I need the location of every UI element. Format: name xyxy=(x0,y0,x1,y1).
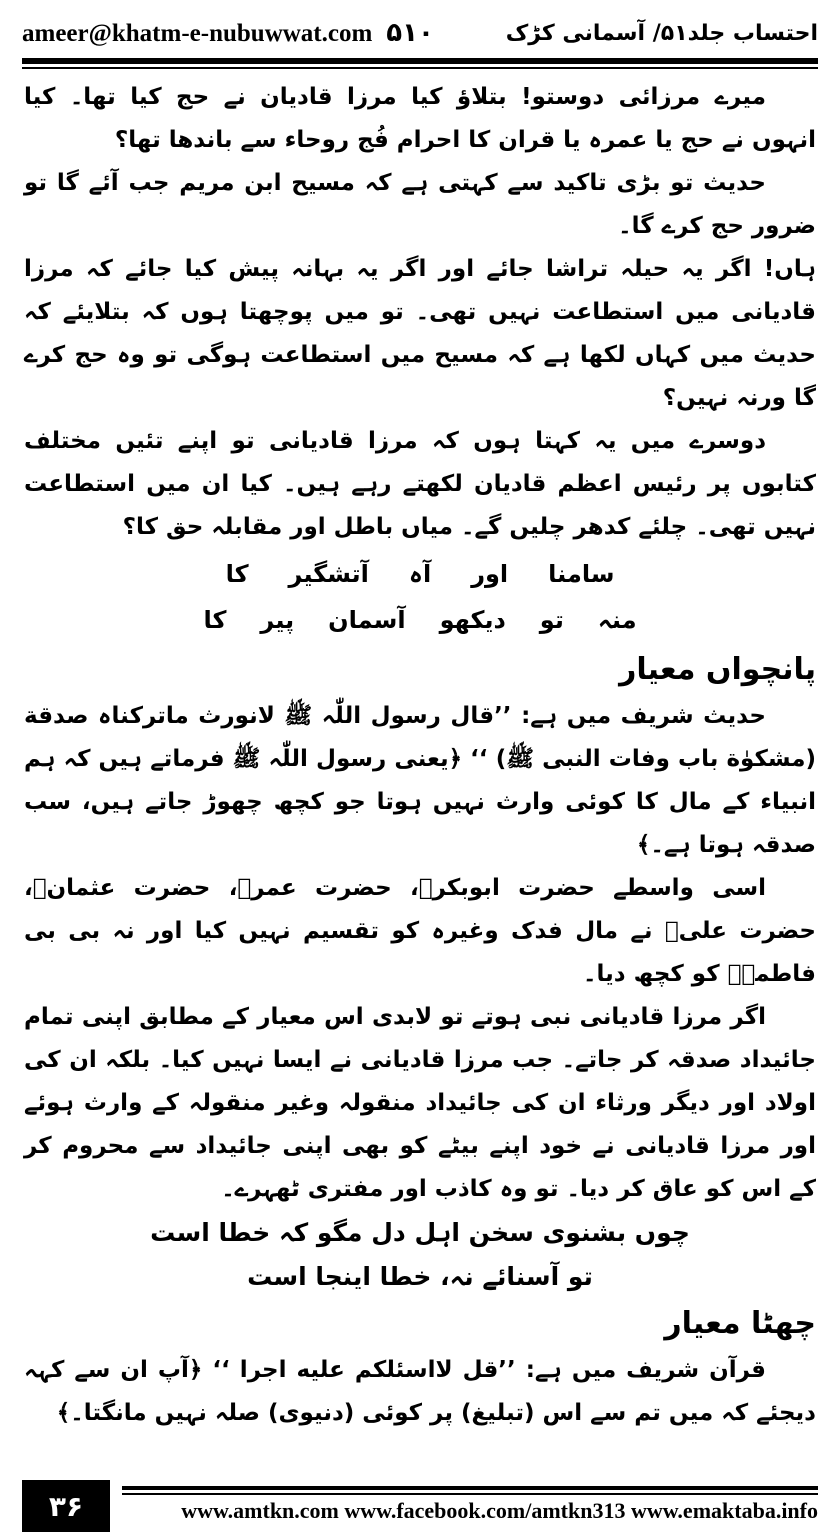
header-book-title: احتساب جلد۵۱/ آسمانی کڑک xyxy=(505,20,818,46)
verse-word: سامنا xyxy=(548,560,615,588)
paragraph-rais-azam: دوسرے میں یہ کہتا ہوں کہ مرزا قادیانی تو اپنے تئیں مختلف کتابوں پر رئیس اعظم قادیان لکھتے رہے ہیں۔ کیا ان میں استطاعت نہیں تھی۔ چلئے کدھر چلیں گے۔ میاں باطل اور مقابلہ حق کا؟ xyxy=(24,428,816,540)
verse-word: تو xyxy=(539,606,564,634)
footer-website-links: www.amtkn.com www.facebook.com/amtkn313 www.emaktaba.info xyxy=(181,1498,818,1523)
header-left xyxy=(22,18,434,48)
paragraph-istitaat: ہاں! اگر یہ حیلہ تراشا جائے اور اگر یہ بہانہ پیش کیا جائے کہ مرزا قادیانی میں استطاعت نہیں تھی۔ تو میں پوچھتا ہوں کہ بتلایئے کہ حدیث میں کہاں لکھا ہے کہ مسیح میں استطاعت ہوگی تو وہ حج کرے گا ورنہ نہیں؟ xyxy=(24,256,816,411)
paragraph-inheritance: اگر مرزا قادیانی نبی ہوتے تو لابدی اس معیار کے مطابق اپنی تمام جائیداد صدقہ کر جاتے۔ جب مرزا قادیانی نے ایسا نہیں کیا۔ بلکہ ان کی اولاد اور دیگر ورثاء ان کی جائیداد منقولہ وغیر منقولہ کے وارث ہوئے اور مرزا قادیانی نے خود اپنے بیٹے کو بھی اپنی جائیداد سے محروم کر کے اس کو عاق کر دیا۔ تو وہ کاذب اور مفتری ٹھہرے۔ xyxy=(24,1004,816,1202)
page-footer xyxy=(22,1480,818,1532)
section-heading-sixth-criterion: چھٹا معیار xyxy=(664,1306,816,1341)
page-header xyxy=(22,12,818,54)
persian-verse-line-two: تو آسنائے نہ، خطا اینجا است xyxy=(247,1262,593,1291)
verse-couplet-one xyxy=(24,553,816,595)
footer-rule-thin xyxy=(122,1493,818,1495)
verse-word: کا xyxy=(203,606,227,634)
verse-couplet-one-line-two xyxy=(24,599,816,641)
footer-book-page-number: ۳۶ xyxy=(22,1480,110,1532)
verse-word: کا xyxy=(225,560,249,588)
header-email: ameer@khatm-e-nubuwwat.com xyxy=(22,20,373,47)
verse-word: آسمان xyxy=(328,606,406,634)
verse-word: پیر xyxy=(260,606,295,634)
verse-word: آہ xyxy=(408,560,432,588)
verse-word: منہ xyxy=(597,606,637,634)
paragraph-hadith-la-nurath: حدیث شریف میں ہے: ’’قال رسول اللّٰہ ﷺ لانورث ماترکناہ صدقة (مشکوٰة باب وفات النبی ﷺ) ‘‘ ﴿یعنی رسول اللّٰہ ﷺ فرماتے ہیں کہ ہم انبیاء کے مال کا کوئی وارث نہیں ہوتا جو کچھ چھوڑ جاتے ہیں، سب صدقہ ہوتا ہے۔﴾ xyxy=(24,703,816,858)
section-heading-fifth-criterion: پانچواں معیار xyxy=(619,652,816,687)
footer-rule-thick xyxy=(122,1486,818,1490)
verse-word: اور xyxy=(471,560,509,588)
verse-word: دیکھو xyxy=(439,606,506,634)
paragraph-quran-ajr: قرآن شریف میں ہے: ’’قل لااسئلکم علیه اجرا ‘‘ ﴿آپ ان سے کہہ دیجئے کہ میں تم سے اس (تبلیغ) پر کوئی (دنیوی) صلہ نہیں مانگتا۔﴾ xyxy=(24,1357,816,1426)
header-rule-thick xyxy=(22,58,818,64)
header-rule-thin xyxy=(22,67,818,69)
persian-verse-line-one: چوں بشنوی سخن اہل دل مگو کہ خطا است xyxy=(150,1218,690,1247)
page-content xyxy=(24,76,816,1468)
paragraph-hajj-question: میرے مرزائی دوستو! بتلاؤ کیا مرزا قادیان نے حج کیا تھا۔ کیا انہوں نے حج یا عمرہ یا قران کا احرام فُج روحاء سے باندھا تھا؟ xyxy=(24,84,816,153)
paragraph-fadak: اسی واسطے حضرت ابوبکرؓ، حضرت عمرؓ، حضرت عثمانؓ، حضرت علیؓ نے مال فدک وغیرہ کو تقسیم نہیں کیا اور نہ بی بی فاطمہؓ کو کچھ دیا۔ xyxy=(24,875,816,987)
header-page-number: ۵۱۰ xyxy=(386,18,434,48)
paragraph-hadith-hajj: حدیث تو بڑی تاکید سے کہتی ہے کہ مسیح ابن مریم جب آئے گا تو ضرور حج کرے گا۔ xyxy=(24,170,816,239)
verse-word: آتشگیر xyxy=(288,560,369,588)
